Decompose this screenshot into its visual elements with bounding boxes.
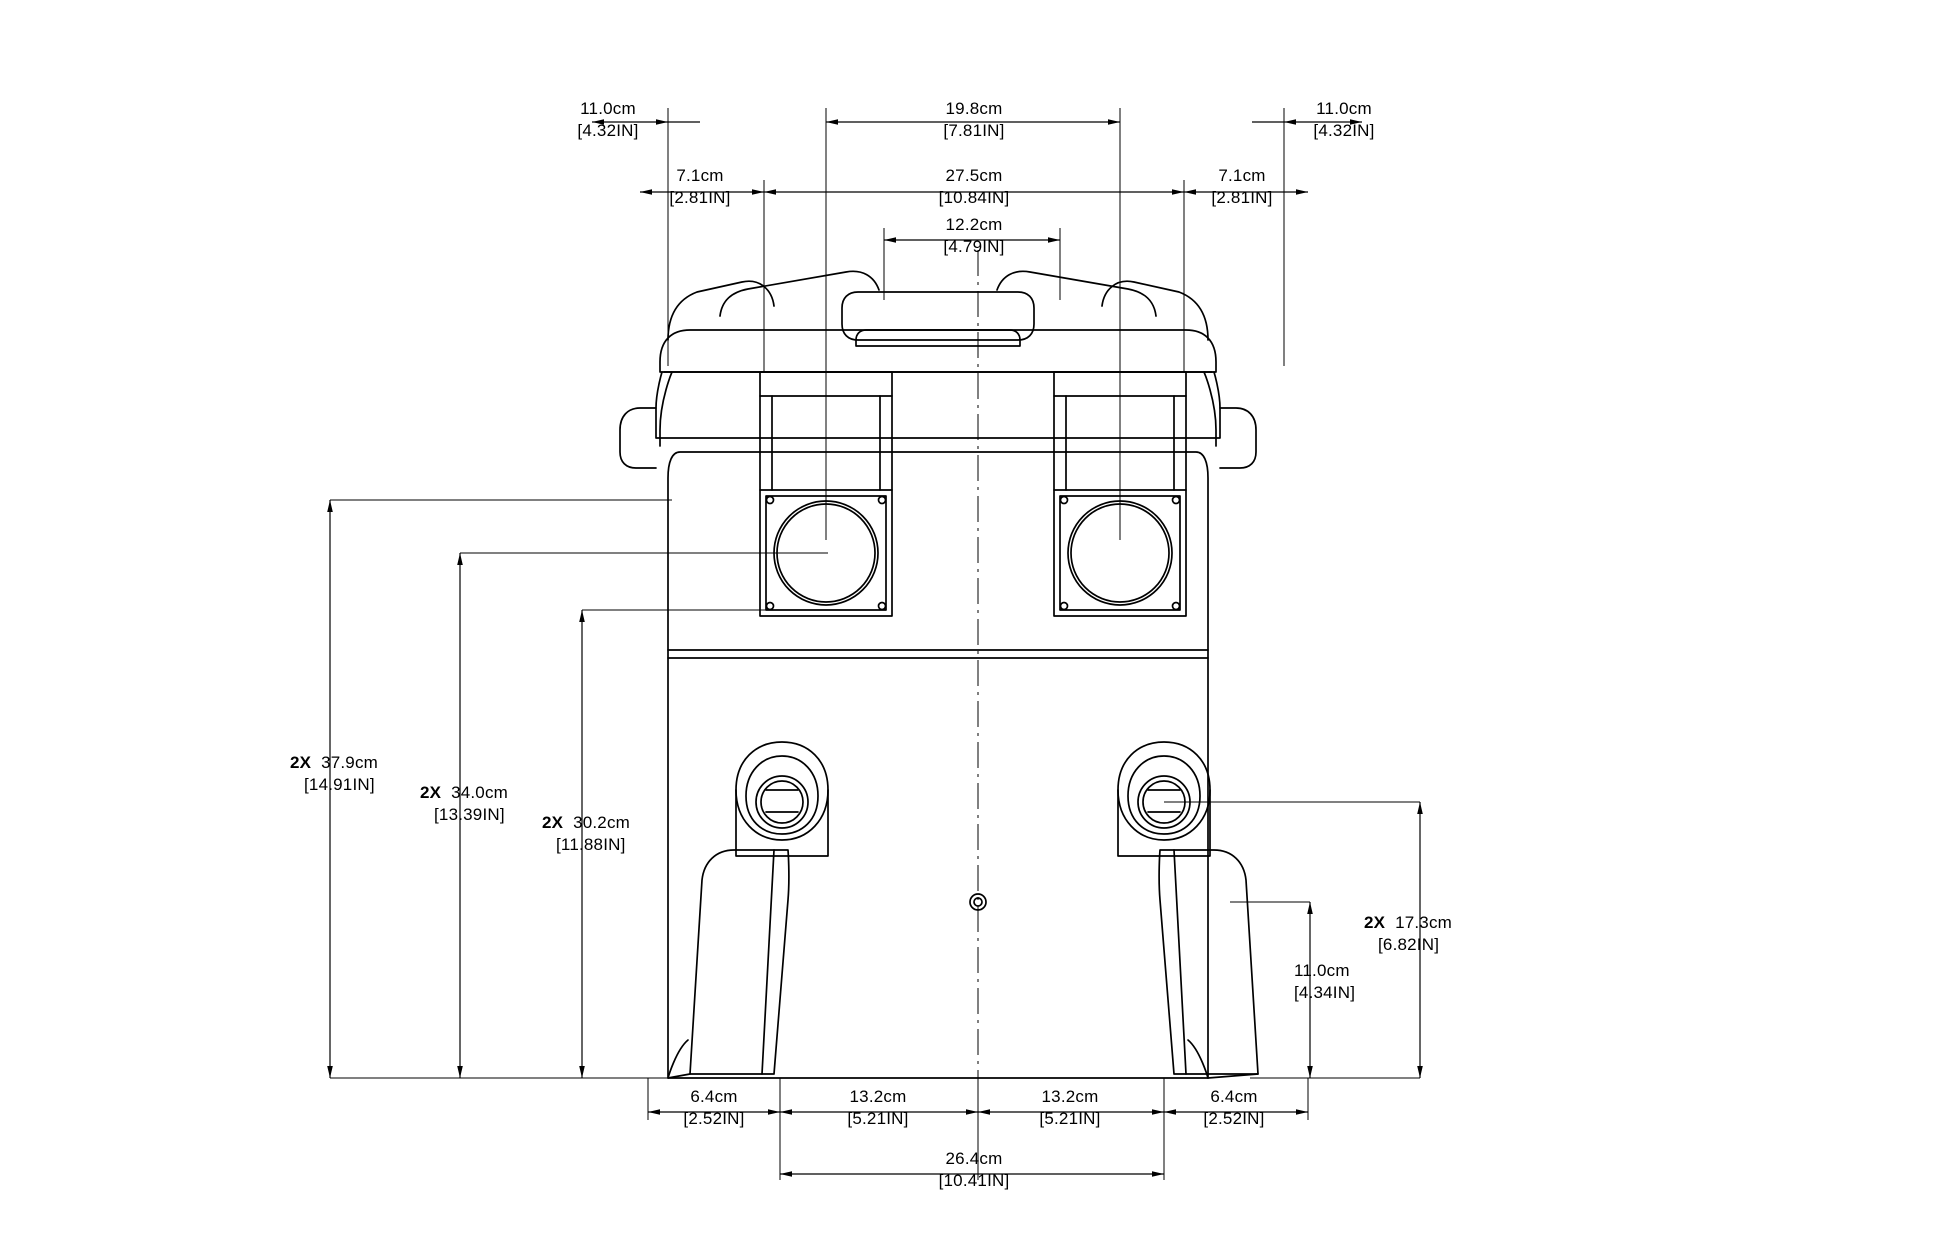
dimension-label-11-0-right: 11.0cm [4.32IN]	[1313, 99, 1375, 140]
dimension-label-30-2: 2X 30.2cm [11.88IN]	[542, 813, 631, 854]
dimension-label-34-0: 2X 34.0cm [13.39IN]	[420, 783, 509, 824]
cooler-outline	[620, 271, 1258, 1078]
dimension-label-27-5: 27.5cm [10.84IN]	[938, 166, 1010, 207]
dimension-label-7-1-right: 7.1cm [2.81IN]	[1211, 166, 1273, 207]
dimension-label-13-2-right: 13.2cm [5.21IN]	[1039, 1087, 1101, 1128]
dimension-label-19-8: 19.8cm [7.81IN]	[943, 99, 1005, 140]
dimension-label-11-0-bottom: 11.0cm [4.34IN]	[1294, 961, 1356, 1002]
dimension-label-6-4-left: 6.4cm [2.52IN]	[683, 1087, 745, 1128]
dimension-label-12-2: 12.2cm [4.79IN]	[943, 215, 1005, 256]
dimension-label-11-0-left: 11.0cm [4.32IN]	[577, 99, 639, 140]
extension-lines	[330, 108, 1420, 1180]
dimension-label-7-1-left: 7.1cm [2.81IN]	[669, 166, 731, 207]
dimension-label-6-4-right: 6.4cm [2.52IN]	[1203, 1087, 1265, 1128]
dimension-lines	[330, 122, 1420, 1174]
dimension-label-37-9: 2X 37.9cm [14.91IN]	[290, 753, 379, 794]
dimension-label-26-4: 26.4cm [10.41IN]	[938, 1149, 1010, 1190]
dimension-label-13-2-left: 13.2cm [5.21IN]	[847, 1087, 909, 1128]
dimension-label-17-3: 2X 17.3cm [6.82IN]	[1364, 913, 1453, 954]
